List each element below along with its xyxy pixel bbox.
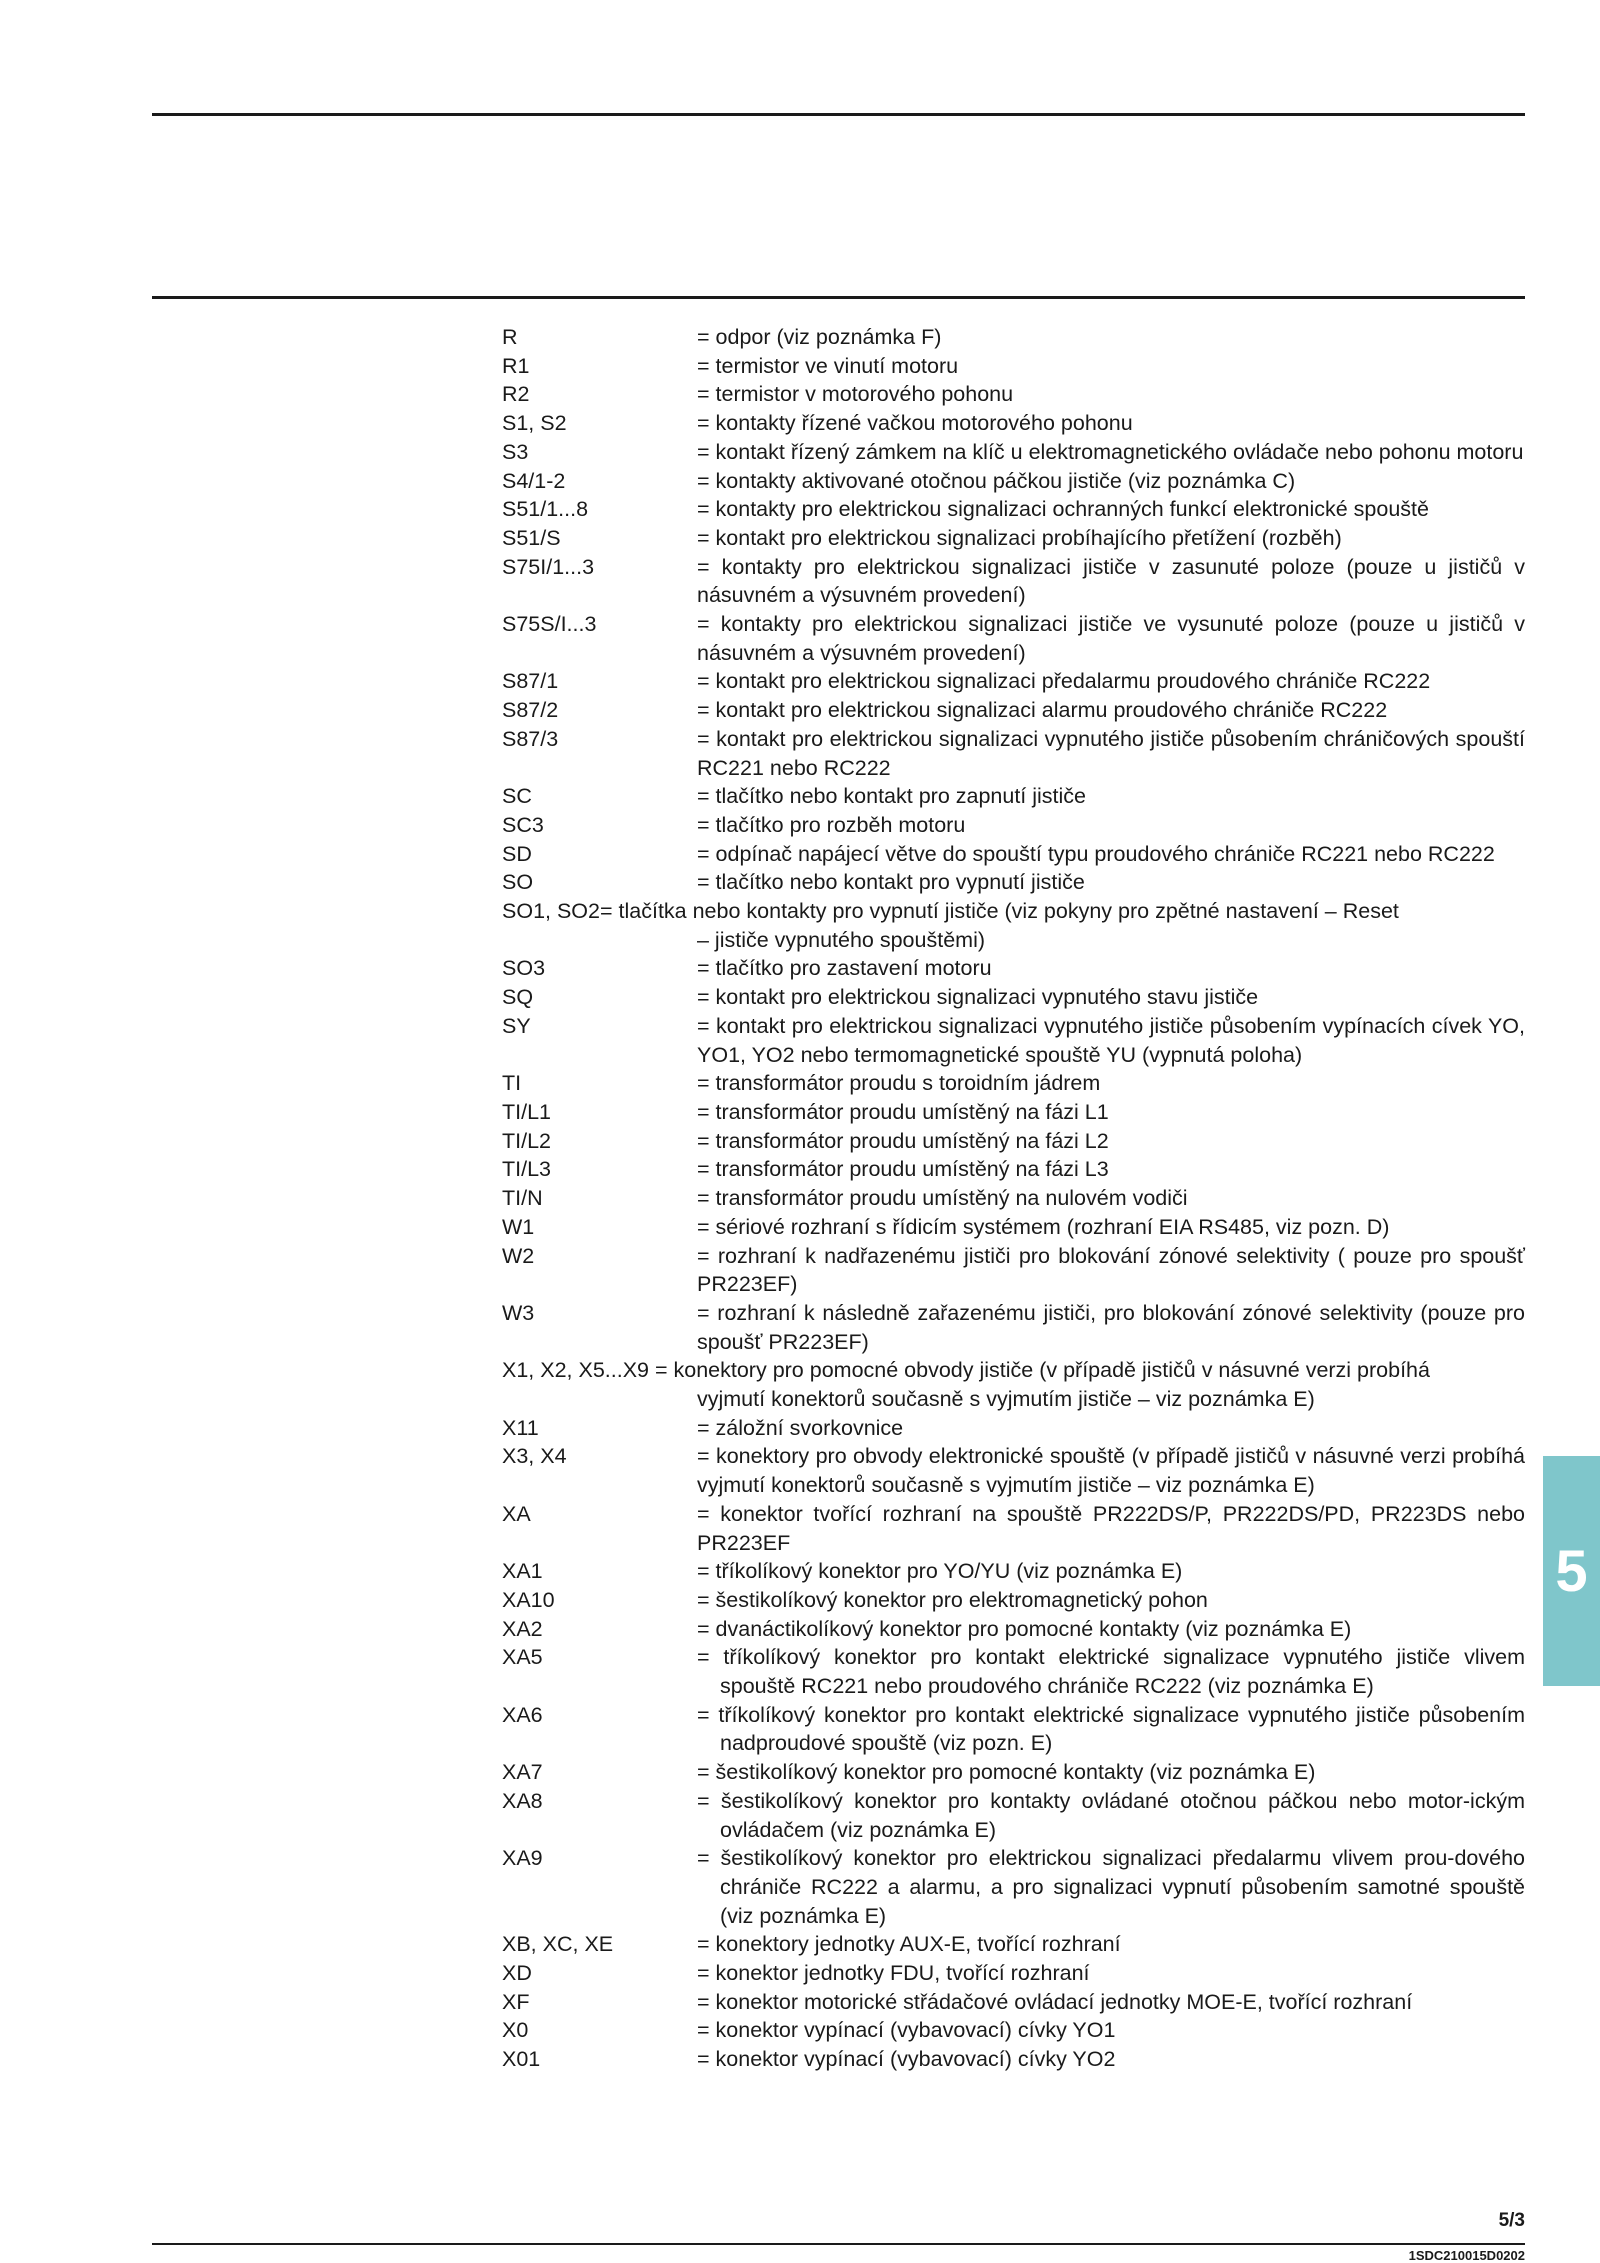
legend-entry-continuation: – jističe vypnutého spouštěmi) (697, 927, 986, 952)
legend-description: = tlačítko nebo kontakt pro zapnutí jističe (697, 784, 1087, 809)
legend-code: R (502, 325, 518, 349)
legend-entry (502, 1012, 1525, 1069)
legend-entry (502, 1184, 1525, 1213)
legend-code: W3 (502, 1300, 535, 1325)
legend-description: = konektor jednotky FDU, tvořící rozhraní (697, 1961, 1090, 1986)
legend-entry (502, 1988, 1525, 2017)
legend-entry (502, 1959, 1525, 1988)
legend-description: = termistor v motorového pohonu (697, 382, 1014, 407)
legend-code: W2 (502, 1243, 535, 1268)
legend-entry (502, 1127, 1525, 1156)
legend-description: = kontakt pro elektrickou signalizaci probíhajícího přetížení (rozběh) (697, 525, 1342, 550)
legend-entry (502, 1844, 1525, 1930)
legend-entry (502, 1557, 1525, 1586)
legend-entry-continuation: vyjmutí konektorů současně s vyjmutím jističe – viz poznámka E) (697, 1387, 1315, 1412)
page-number: 5/3 (1498, 2210, 1525, 2231)
legend-entry (502, 1242, 1525, 1299)
legend-entry (502, 352, 1525, 381)
legend-entry (502, 983, 1525, 1012)
legend-code: S3 (502, 439, 529, 464)
legend-entry (502, 409, 1525, 438)
legend-code: TI/L2 (502, 1128, 551, 1153)
legend-entry (502, 1356, 1525, 1413)
legend-description: = tříkolíkový konektor pro kontakt elektrické signalizace vypnutého jističe vlivem spouště RC221 nebo proudového chrániče RC222 (viz poznámka E) (697, 1645, 1525, 1699)
legend-description: = odpínač napájecí větve do spouští typu proudového chrániče RC221 nebo RC222 (697, 841, 1495, 866)
legend-entry (502, 1586, 1525, 1615)
legend-description: = šestikolíkový konektor pro elektromagnetický pohon (697, 1587, 1208, 1612)
legend-code: SD (502, 841, 532, 866)
legend-entry (502, 495, 1525, 524)
legend-description: = transformátor proudu umístěný na nulovém vodiči (697, 1186, 1188, 1211)
legend-entry (502, 524, 1525, 553)
legend-entry (502, 1098, 1525, 1127)
legend-description: = odpor (viz poznámka F) (697, 325, 942, 349)
legend-entry (502, 438, 1525, 467)
legend-description: = kontakty aktivované otočnou páčkou jističe (viz poznámka C) (697, 468, 1296, 493)
legend-entry (502, 1500, 1525, 1557)
legend-code: TI/L3 (502, 1157, 551, 1182)
legend-description: = rozhraní k následně zařazenému jističi, pro blokování zónové selektivity (pouze pro spoušť PR223EF) (697, 1300, 1525, 1354)
legend-entry (502, 1299, 1525, 1356)
legend-code: S87/3 (502, 726, 559, 751)
legend-description: = kontakt pro elektrickou signalizaci vypnutého jističe působením chráničových spouští RC221 nebo RC222 (697, 726, 1525, 780)
legend-description: = konektor vypínací (vybavovací) cívky YO2 (697, 2047, 1116, 2072)
legend-code: XA8 (502, 1788, 543, 1813)
legend-description: = kontakty pro elektrickou signalizaci jističe ve vysunuté poloze (pouze u jističů v násuvném a výsuvném provedení) (697, 612, 1525, 665)
section-tab: 5 (1543, 1456, 1600, 1686)
legend-entry (502, 1758, 1525, 1787)
legend-entry (502, 380, 1525, 409)
legend-code: X3, X4 (502, 1444, 567, 1469)
legend-code: SO (502, 870, 534, 895)
legend-code: SC3 (502, 812, 544, 837)
legend-description: = dvanáctikolíkový konektor pro pomocné kontakty (viz poznámka E) (697, 1616, 1352, 1641)
legend-entry (502, 811, 1525, 840)
legend-code: R2 (502, 382, 530, 407)
legend-code: XA6 (502, 1702, 543, 1727)
document-code: 1SDC210015D0202 (1408, 2248, 1525, 2263)
legend-entry (502, 467, 1525, 496)
legend-code: SY (502, 1013, 531, 1038)
legend-code: X0 (502, 2018, 529, 2043)
legend-code: R1 (502, 353, 530, 378)
legend-description: = kontakty pro elektrickou signalizaci jističe v zasunuté poloze (pouze u jističů v násuvném a výsuvném provedení) (697, 554, 1525, 608)
legend-description: = transformátor proudu s toroidním jádrem (697, 1071, 1101, 1096)
legend-entry (502, 897, 1525, 954)
legend-description: = tříkolíkový konektor pro kontakt elektrické signalizace vypnutého jističe působením nadproudové spouště (viz pozn. E) (697, 1702, 1525, 1756)
legend-entry (502, 1701, 1525, 1758)
legend-description: = tlačítko pro rozběh motoru (697, 812, 966, 837)
legend-description: = sériové rozhraní s řídicím systémem (rozhraní EIA RS485, viz pozn. D) (697, 1214, 1390, 1239)
legend-code: X11 (502, 1415, 539, 1440)
legend-code: S4/1-2 (502, 468, 566, 493)
legend-description: = tlačítko pro zastavení motoru (697, 956, 992, 981)
legend-code: TI/N (502, 1186, 543, 1211)
legend-entry (502, 782, 1525, 811)
legend-description: = kontakt řízený zámkem na klíč u elektromagnetického ovládače nebo pohonu motoru (697, 439, 1524, 464)
legend-description: = termistor ve vinutí motoru (697, 353, 959, 378)
legend-description: = konektor tvořící rozhraní na spouště PR222DS/P, PR222DS/PD, PR223DS nebo PR223EF (697, 1501, 1525, 1555)
legend-code: S87/1 (502, 669, 559, 694)
legend-code: X01 (502, 2047, 541, 2072)
legend-code: XF (502, 1989, 530, 2014)
legend-entry (502, 1787, 1525, 1844)
legend-entry (502, 725, 1525, 782)
legend-description: = šestikolíkový konektor pro pomocné kontakty (viz poznámka E) (697, 1760, 1316, 1785)
legend-code: XD (502, 1961, 532, 1986)
legend-code: S51/1...8 (502, 497, 589, 522)
legend-entry (502, 1155, 1525, 1184)
legend-entry (502, 610, 1525, 667)
legend-code: XA (502, 1501, 531, 1526)
legend-code: TI (502, 1071, 522, 1096)
symbol-legend (502, 323, 1525, 2074)
legend-description: = transformátor proudu umístěný na fázi L2 (697, 1128, 1109, 1153)
legend-code: XA2 (502, 1616, 543, 1641)
legend-code: TI/L1 (502, 1099, 551, 1124)
legend-description: = šestikolíkový konektor pro kontakty ovládané otočnou páčkou nebo motor-ickým ovládačem (viz poznámka E) (697, 1788, 1525, 1842)
legend-code: S75I/1...3 (502, 554, 595, 579)
legend-entry (502, 667, 1525, 696)
legend-entry-line: SO1, SO2= tlačítka nebo kontakty pro vypnutí jističe (viz pokyny pro zpětné nastavení – Reset (502, 899, 1399, 924)
legend-description: = tříkolíkový konektor pro YO/YU (viz poznámka E) (697, 1559, 1183, 1584)
legend-code: XA9 (502, 1846, 543, 1871)
legend-entry (502, 1930, 1525, 1959)
legend-entry (502, 1643, 1525, 1700)
legend-entry (502, 1213, 1525, 1242)
footer-rule (152, 2243, 1525, 2245)
legend-entry (502, 696, 1525, 725)
legend-description: = záložní svorkovnice (697, 1415, 904, 1440)
legend-code: W1 (502, 1214, 535, 1239)
legend-code: S51/S (502, 525, 561, 550)
legend-description: = šestikolíkový konektor pro elektrickou signalizaci předalarmu vlivem prou-dového chrániče RC222 a alarmu, a pro signalizaci vypnutí působením samotné spouště (viz poznámka E) (697, 1846, 1525, 1928)
legend-code: XA5 (502, 1645, 543, 1670)
legend-description: = transformátor proudu umístěný na fázi L1 (697, 1099, 1109, 1124)
legend-description: = transformátor proudu umístěný na fázi L3 (697, 1157, 1109, 1182)
legend-description: = kontakt pro elektrickou signalizaci předalarmu proudového chrániče RC222 (697, 669, 1431, 694)
legend-entry (502, 1615, 1525, 1644)
legend-entry (502, 2016, 1525, 2045)
legend-description: = kontakt pro elektrickou signalizaci vypnutého jističe působením vypínacích cívek YO, YO1, YO2 nebo termomagnetické spouště YU (vypnutá poloha) (697, 1013, 1525, 1067)
legend-code: XB, XC, XE (502, 1932, 614, 1957)
legend-entry (502, 1414, 1525, 1443)
legend-entry (502, 954, 1525, 983)
legend-code: S75S/I...3 (502, 612, 597, 637)
legend-code: XA1 (502, 1559, 543, 1584)
header-rule-bottom (152, 296, 1525, 299)
legend-description: = konektor vypínací (vybavovací) cívky YO1 (697, 2018, 1116, 2043)
legend-code: XA7 (502, 1760, 543, 1785)
legend-description: = konektory jednotky AUX-E, tvořící rozhraní (697, 1932, 1121, 1957)
legend-entry (502, 553, 1525, 610)
legend-entry (502, 323, 1525, 352)
legend-entry (502, 2045, 1525, 2074)
legend-code: XA10 (502, 1587, 555, 1612)
legend-description: = kontakt pro elektrickou signalizaci vypnutého stavu jističe (697, 985, 1259, 1010)
legend-code: SC (502, 784, 532, 809)
legend-entry (502, 1442, 1525, 1499)
legend-description: = kontakt pro elektrickou signalizaci alarmu proudového chrániče RC222 (697, 698, 1388, 723)
header-rule-top (152, 113, 1525, 116)
legend-description: = konektor motorické střádačové ovládací jednotky MOE-E, tvořící rozhraní (697, 1989, 1413, 2014)
legend-description: = kontakty pro elektrickou signalizaci ochranných funkcí elektronické spouště (697, 497, 1429, 522)
legend-code: SQ (502, 985, 534, 1010)
legend-entry-line: X1, X2, X5...X9 = konektory pro pomocné obvody jističe (v případě jističů v násuvné verzi probíhá (502, 1358, 1430, 1383)
legend-code: S1, S2 (502, 411, 567, 436)
legend-code: SO3 (502, 956, 546, 981)
legend-entry (502, 868, 1525, 897)
legend-description: = rozhraní k nadřazenému jističi pro blokování zónové selektivity ( pouze pro spoušť PR223EF) (697, 1243, 1525, 1297)
legend-code: S87/2 (502, 698, 559, 723)
legend-entry (502, 840, 1525, 869)
legend-description: = konektory pro obvody elektronické spouště (v případě jističů v násuvné verzi probíhá vyjmutí konektorů současně s vyjmutím jističe – viz poznámka E) (697, 1444, 1525, 1498)
legend-description: = kontakty řízené vačkou motorového pohonu (697, 411, 1133, 436)
legend-entry (502, 1069, 1525, 1098)
legend-description: = tlačítko nebo kontakt pro vypnutí jističe (697, 870, 1085, 895)
